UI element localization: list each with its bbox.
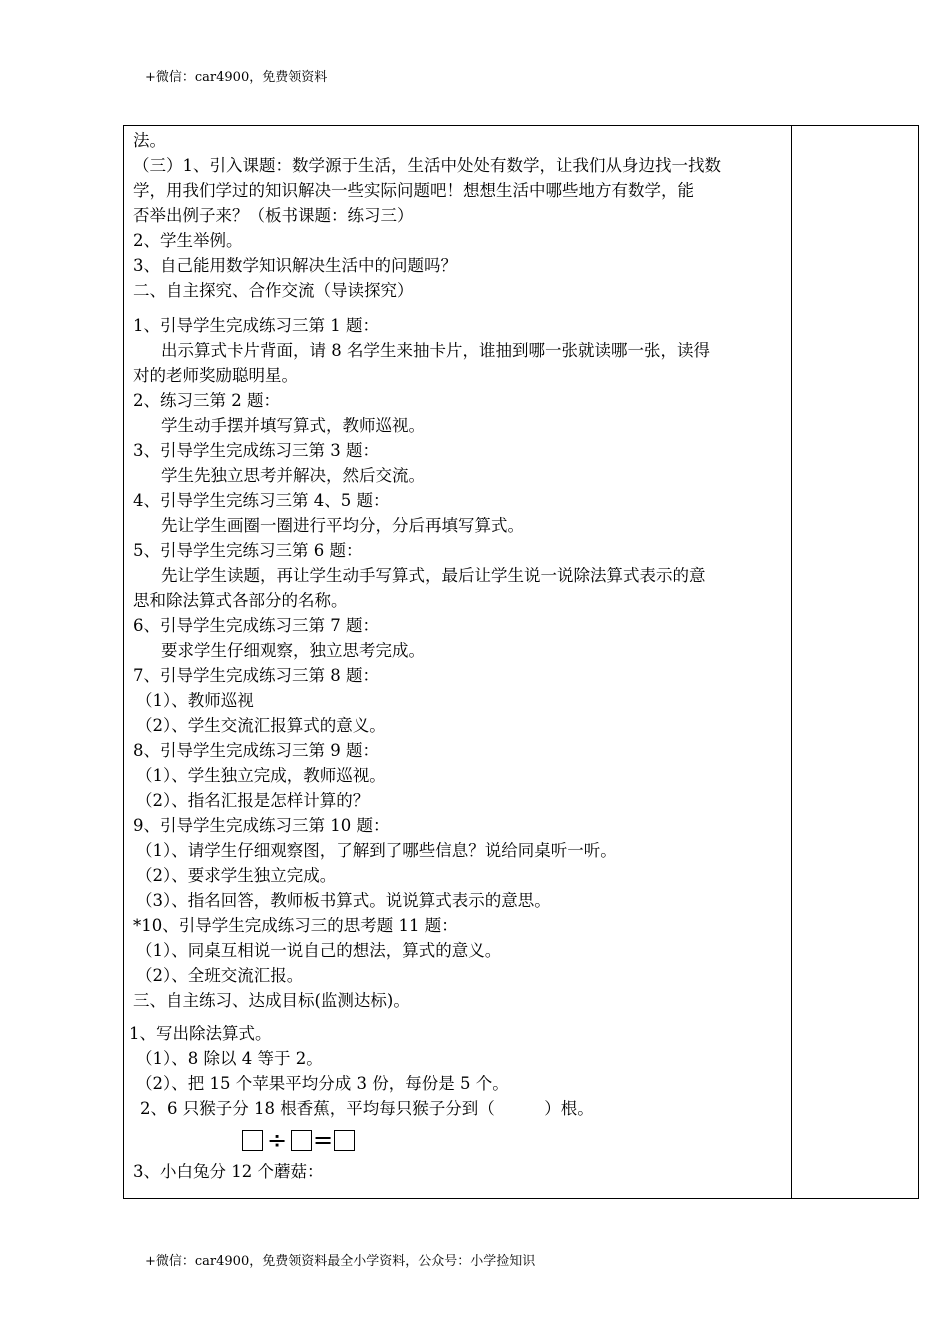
text-line: （3）、指名回答，教师板书算式。说说算式表示的意思。 (136, 891, 551, 910)
text-line: （2）、要求学生独立完成。 (136, 866, 337, 885)
text-line: （1）、8 除以 4 等于 2。 (136, 1049, 323, 1068)
answer-box[interactable] (242, 1130, 263, 1151)
text-line: 7、引导学生完成练习三第 8 题： (133, 666, 379, 685)
text-line: 9、引导学生完成练习三第 10 题： (133, 816, 390, 835)
text-line: （1）、学生独立完成，教师巡视。 (136, 766, 386, 785)
division-formula (133, 1121, 785, 1159)
lesson-content (129, 128, 785, 1184)
text-line: 法。 (133, 131, 166, 150)
text-line: 先让学生读题，再让学生动手写算式，最后让学生说一说除法算式表示的意 (161, 566, 706, 585)
page-footer: +微信：car4900，免费领资料最全小学资料，公众号：小学捡知识 (145, 1254, 536, 1269)
text-line: （2）、把 15 个苹果平均分成 3 份，每份是 5 个。 (136, 1074, 509, 1093)
text-line: （1）、请学生仔细观察图，了解到了哪些信息？说给同桌听一听。 (136, 841, 617, 860)
section-heading: 二、自主探究、合作交流（导读探究） (133, 281, 414, 300)
equals-sign: = (312, 1125, 334, 1154)
answer-box[interactable] (334, 1130, 355, 1151)
text-line: 否举出例子来？（板书课题：练习三） (133, 206, 414, 225)
answer-box[interactable] (291, 1130, 312, 1151)
text-line: *10、引导学生完成练习三的思考题 11 题： (133, 916, 458, 935)
divide-sign: ÷ (266, 1125, 288, 1154)
text-line: （1）、同桌互相说一说自己的想法，算式的意义。 (136, 941, 502, 960)
text-line: （2）、全班交流汇报。 (136, 966, 304, 985)
section-heading: 三、自主练习、达成目标(监测达标)。 (133, 991, 410, 1010)
text-line: 2、练习三第 2 题： (133, 391, 280, 410)
text-line: 学生先独立思考并解决，然后交流。 (161, 466, 425, 485)
text-line: （2）、指名汇报是怎样计算的？ (136, 791, 370, 810)
text-line: 3、小白兔分 12 个蘑菇： (133, 1162, 324, 1181)
text-line: 2、学生举例。 (133, 231, 243, 250)
text-line: 对的老师奖励聪明星。 (133, 366, 298, 385)
column-divider (791, 126, 792, 1198)
lesson-table (123, 125, 919, 1199)
text-line: 3、引导学生完成练习三第 3 题： (133, 441, 379, 460)
text-line: 6、引导学生完成练习三第 7 题： (133, 616, 379, 635)
text-line: 思和除法算式各部分的名称。 (133, 591, 348, 610)
text-line: 3、自己能用数学知识解决生活中的问题吗？ (133, 256, 457, 275)
text-line: 1、写出除法算式。 (129, 1024, 272, 1043)
text-line: 4、引导学生完练习三第 4、5 题： (133, 491, 390, 510)
text-line: 学，用我们学过的知识解决一些实际问题吧！想想生活中哪些地方有数学，能 (133, 181, 694, 200)
text-line: 要求学生仔细观察，独立思考完成。 (161, 641, 425, 660)
text-line: （1）、教师巡视 (136, 691, 254, 710)
text-line: （2）、学生交流汇报算式的意义。 (136, 716, 386, 735)
text-line: 学生动手摆并填写算式，教师巡视。 (161, 416, 425, 435)
text-line: 2、6 只猴子分 18 根香蕉，平均每只猴子分到（ ）根。 (140, 1099, 594, 1118)
text-line: 5、引导学生完练习三第 6 题： (133, 541, 363, 560)
page-header: +微信：car4900，免费领资料 (145, 70, 328, 85)
text-line: （三）1、引入课题：数学源于生活，生活中处处有数学，让我们从身边找一找数 (133, 156, 721, 175)
text-line: 1、引导学生完成练习三第 1 题： (133, 316, 379, 335)
text-line: 出示算式卡片背面，请 8 名学生来抽卡片，谁抽到哪一张就读哪一张，读得 (161, 341, 710, 360)
text-line: 8、引导学生完成练习三第 9 题： (133, 741, 379, 760)
text-line: 先让学生画圈一圈进行平均分，分后再填写算式。 (161, 516, 524, 535)
